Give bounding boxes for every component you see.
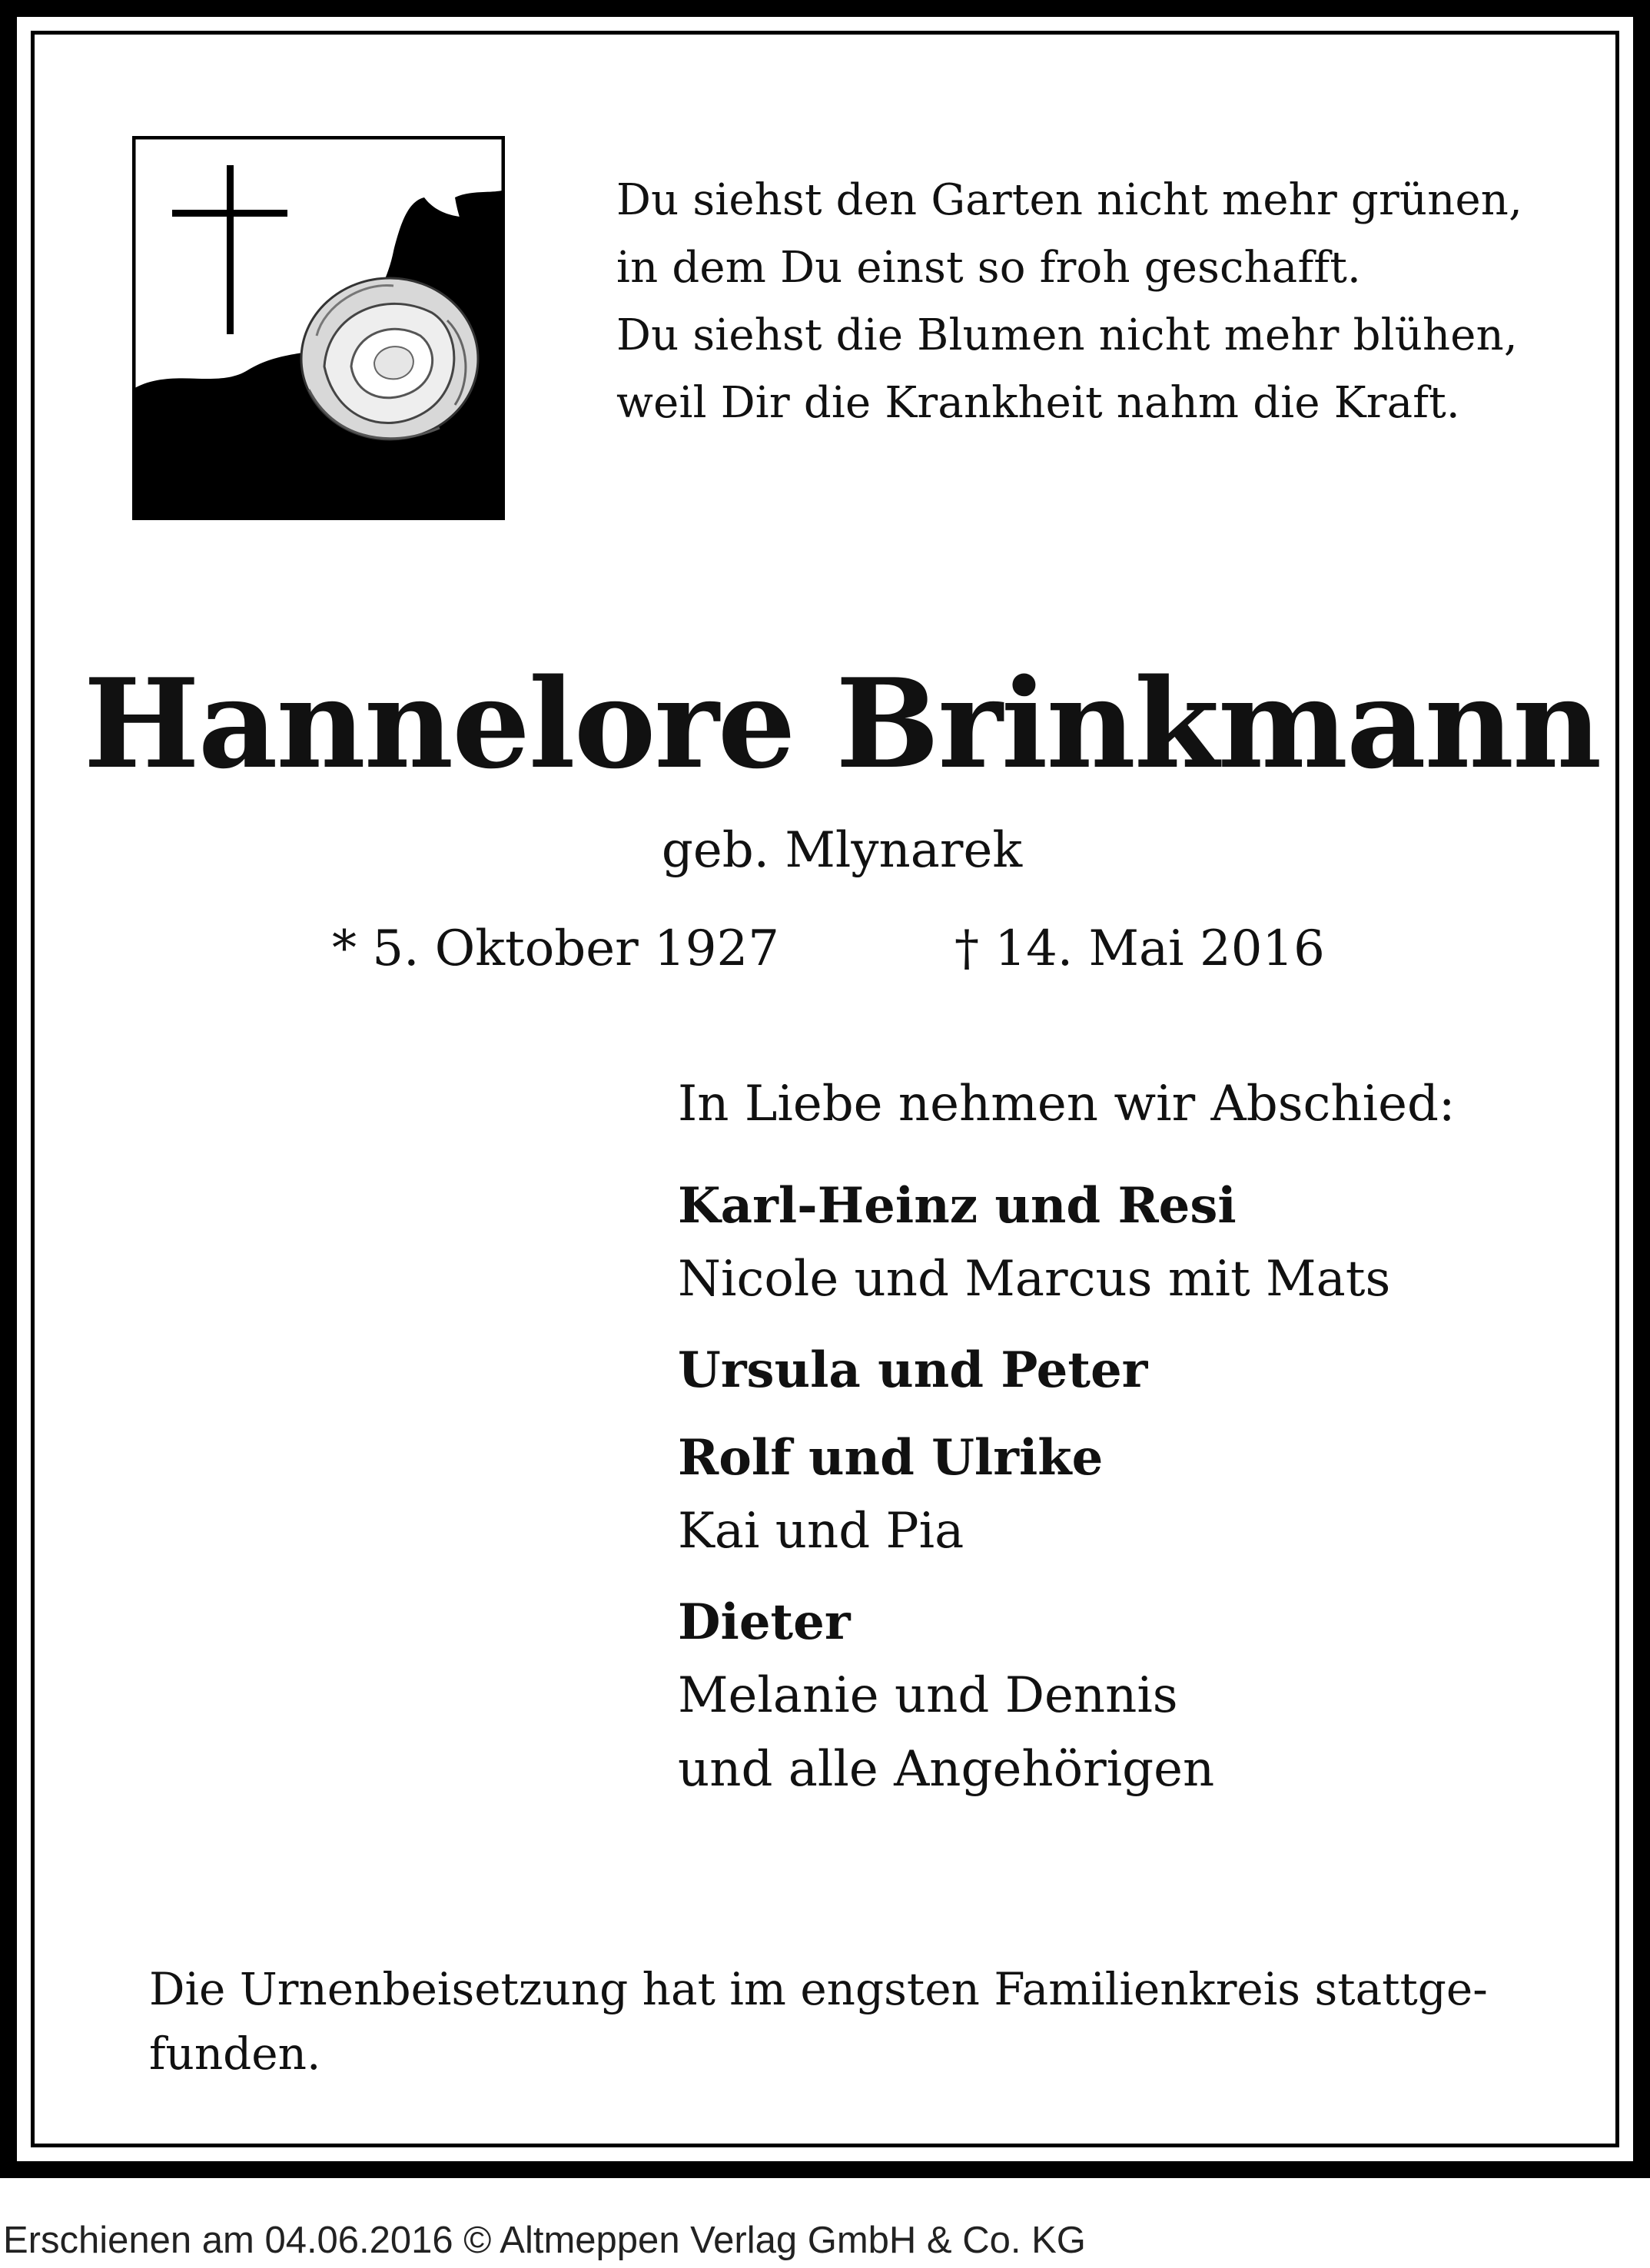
poem-line: weil Dir die Krankheit nahm die Kraft. — [616, 378, 1460, 428]
emblem-image — [132, 136, 505, 520]
funeral-note-line: Die Urnenbeisetzung hat im engsten Familienkreis stattge- — [149, 1963, 1488, 2015]
mourners-list — [678, 1066, 1600, 1808]
mourner-group-name: Dieter — [678, 1593, 851, 1651]
mourner-group-name: Karl-Heinz und Resi — [678, 1177, 1237, 1235]
mourner-group-members: Melanie und Dennis — [678, 1667, 1178, 1724]
poem-line: Du siehst die Blumen nicht mehr blühen, — [616, 310, 1518, 360]
funeral-note — [149, 1957, 1563, 2086]
poem-line: Du siehst den Garten nicht mehr grünen, — [616, 175, 1523, 225]
maiden-name: geb. Mlynarek — [661, 822, 1023, 879]
funeral-note-line: funden. — [149, 2028, 321, 2080]
poem — [616, 167, 1554, 437]
birth-date: * 5. Oktober 1927 — [332, 920, 779, 977]
cross-rose-emblem — [132, 136, 505, 520]
poem-line: in dem Du einst so froh geschafft. — [616, 243, 1362, 293]
mourner-group-name: Rolf und Ulrike — [678, 1429, 1104, 1487]
mourner-group-members: Nicole und Marcus mit Mats — [678, 1251, 1391, 1308]
mourner-group — [678, 1336, 1600, 1405]
deceased-name: Hannelore Brinkmann — [83, 652, 1601, 796]
death-date: † 14. Mai 2016 — [954, 920, 1325, 977]
mourner-group-name: Ursula und Peter — [678, 1341, 1148, 1399]
closing-line: und alle Angehörigen — [678, 1741, 1215, 1798]
mourner-group-members: Kai und Pia — [678, 1503, 964, 1560]
rose-icon — [301, 278, 478, 439]
mourner-group — [678, 1424, 1600, 1570]
mourner-group — [678, 1172, 1600, 1318]
mourner-group — [678, 1588, 1600, 1734]
farewell-heading: In Liebe nehmen wir Abschied: — [678, 1076, 1456, 1132]
publication-footer: Erschienen am 04.06.2016 © Altmeppen Verlag GmbH & Co. KG — [3, 2220, 1086, 2261]
